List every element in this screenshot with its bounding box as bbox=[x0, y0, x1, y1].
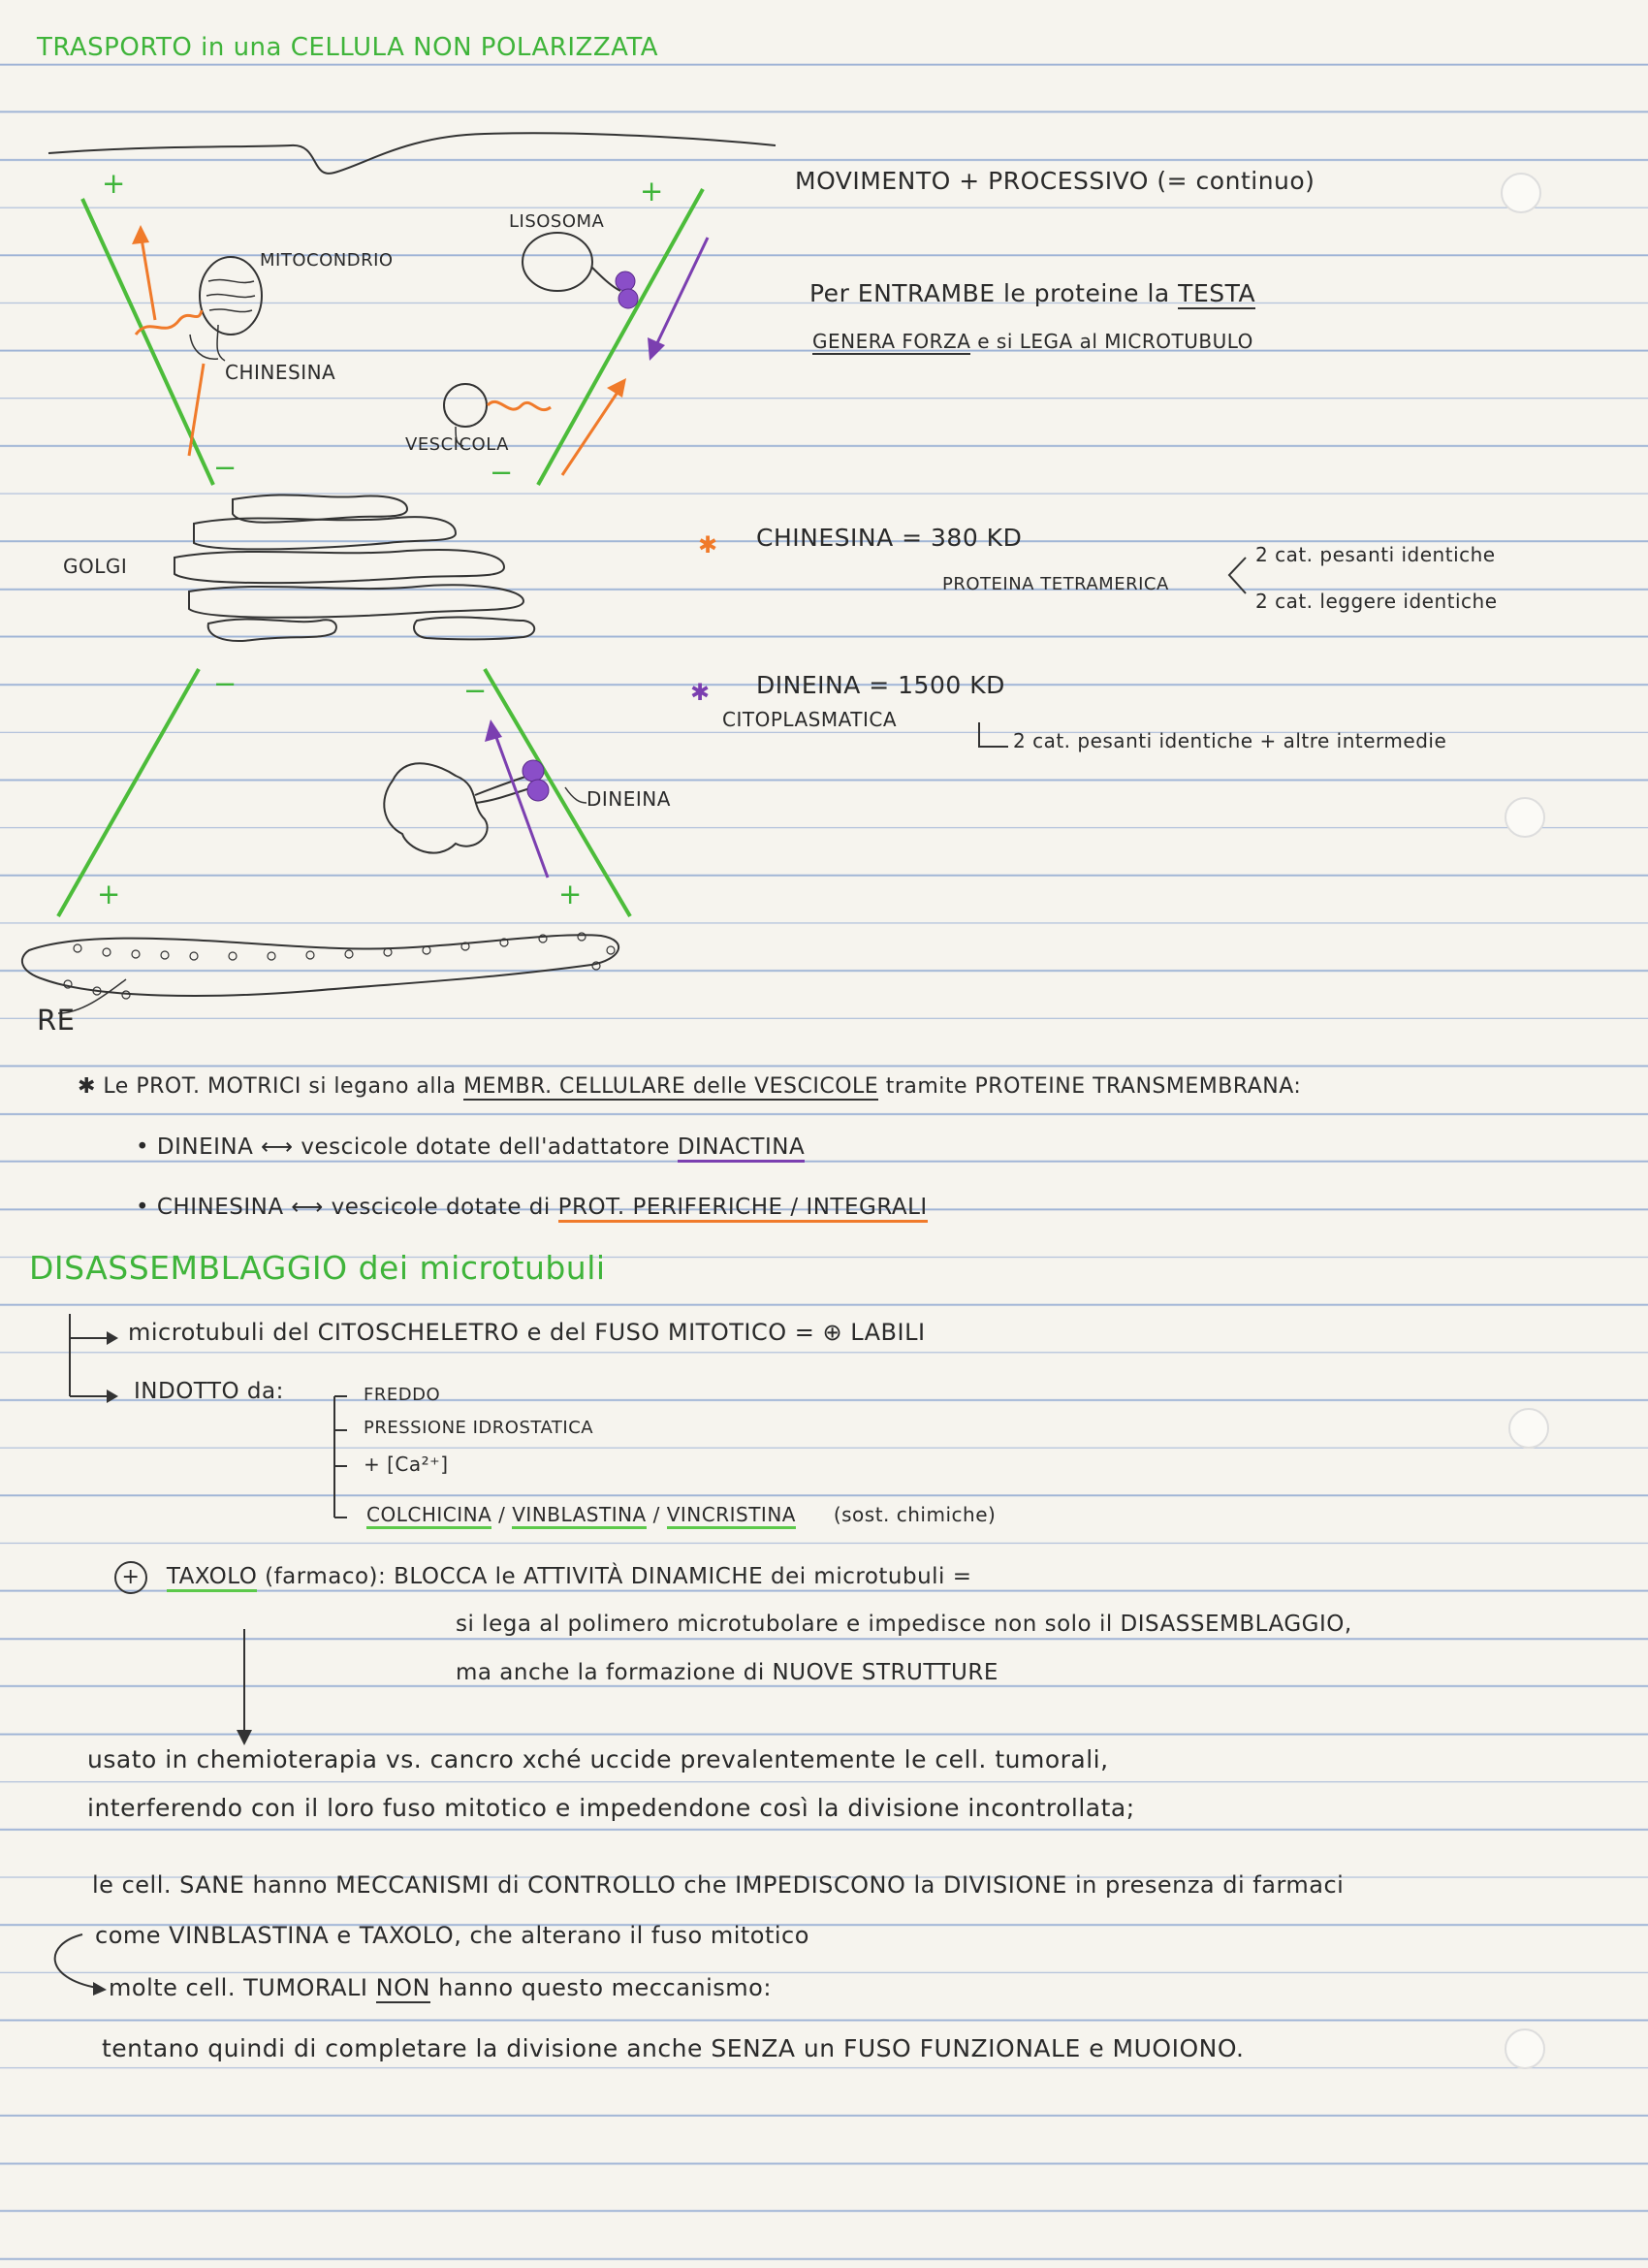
dynein-lower bbox=[475, 776, 533, 803]
chinesina-line-a: • CHINESINA ⟷ vescicole dotate di bbox=[136, 1195, 551, 1220]
lysosome-label: LISOSOMA bbox=[509, 211, 605, 232]
non-text: NON bbox=[375, 1974, 430, 2001]
plus-label: + bbox=[558, 878, 583, 910]
chemicals-line bbox=[366, 1503, 996, 1526]
plus-label: + bbox=[97, 878, 121, 910]
cause-item: + [Ca²⁺] bbox=[364, 1453, 449, 1476]
minus-label: − bbox=[213, 667, 238, 700]
tumor-text-a: molte cell. TUMORALI bbox=[109, 1974, 368, 2001]
entrambe-line-2 bbox=[812, 330, 1253, 353]
separator: / bbox=[652, 1503, 660, 1526]
chinesina-chain-2: 2 cat. leggere identiche bbox=[1255, 590, 1498, 613]
kinesin-label: CHINESINA bbox=[225, 361, 336, 384]
arrow-plus-end-right bbox=[562, 388, 620, 475]
plus-label: + bbox=[102, 167, 126, 200]
cargo-blob bbox=[384, 763, 487, 852]
plus-label: + bbox=[640, 175, 664, 208]
motor-chinesina bbox=[136, 1195, 928, 1220]
lysosome-shape bbox=[523, 233, 592, 291]
sane-line-1: le cell. SANE hanno MECCANISMI di CONTROLLO che IMPEDISCONO la DIVISIONE in presenza di farmaci bbox=[92, 1871, 1345, 1899]
taxolo-line bbox=[114, 1561, 972, 1594]
golgi-label: GOLGI bbox=[63, 555, 128, 578]
star-orange: ✱ bbox=[698, 531, 718, 559]
curved-arrow bbox=[55, 1934, 97, 1988]
mitochondrion-shape bbox=[200, 257, 262, 335]
brace-chinesina bbox=[1229, 558, 1246, 593]
page-title: TRASPORTO in una CELLULA NON POLARIZZATA bbox=[37, 33, 659, 62]
arrow-plus-end-left bbox=[141, 233, 155, 320]
plasma-membrane bbox=[48, 133, 776, 174]
chinesina-sub: PROTEINA TETRAMERICA bbox=[942, 574, 1169, 594]
tree-lines bbox=[70, 1314, 114, 1396]
dineina-sub: CITOPLASMATICA bbox=[722, 708, 898, 731]
causes-bracket bbox=[334, 1396, 347, 1517]
taxolo-desc: (farmaco): BLOCCA le ATTIVITÀ DINAMICHE dei microtubuli = bbox=[265, 1564, 972, 1589]
motor-text-c: tramite PROTEINE TRANSMEMBRANA: bbox=[885, 1074, 1302, 1099]
labili-line: microtubuli del CITOSCHELETRO e del FUSO MITOTICO = ⊕ LABILI bbox=[128, 1319, 926, 1346]
vesicle-shape bbox=[444, 384, 487, 427]
minus-label: − bbox=[213, 451, 238, 484]
plus-circle-icon: + bbox=[114, 1561, 147, 1594]
golgi-shape bbox=[174, 495, 534, 641]
star-purple: ✱ bbox=[690, 679, 711, 706]
testa-text: TESTA bbox=[1178, 279, 1256, 307]
motor-text-a: ✱ Le PROT. MOTRICI si legano alla bbox=[78, 1074, 457, 1099]
bracket-dineina bbox=[979, 722, 1008, 747]
lega-text: e si LEGA al MICROTUBULO bbox=[977, 330, 1253, 353]
minus-label: − bbox=[490, 456, 514, 489]
chem-note: (sost. chimiche) bbox=[833, 1503, 997, 1526]
dinactina-text: DINACTINA bbox=[678, 1134, 805, 1163]
genera-forza-text: GENERA FORZA bbox=[812, 330, 971, 353]
taxolo-line-3: ma anche la formazione di NUOVE STRUTTURE bbox=[456, 1660, 998, 1685]
minus-label: − bbox=[463, 674, 488, 707]
dynein-label: DINEINA bbox=[586, 787, 671, 811]
dineina-line-a: • DINEINA ⟷ vescicole dotate dell'adattatore bbox=[136, 1134, 670, 1160]
taxolo-text: TAXOLO bbox=[167, 1564, 257, 1592]
chinesina-chain-1: 2 cat. pesanti identiche bbox=[1255, 543, 1496, 566]
motor-dineina bbox=[136, 1134, 805, 1160]
motor-line bbox=[78, 1074, 1301, 1099]
chemo-line-2: interferendo con il loro fuso mitotico e impedendone così la divisione incontrollata; bbox=[87, 1794, 1135, 1822]
cause-item: PRESSIONE IDROSTATICA bbox=[364, 1418, 594, 1438]
prot-periferiche-text: PROT. PERIFERICHE / INTEGRALI bbox=[558, 1195, 928, 1223]
vinblastina-text: VINBLASTINA bbox=[512, 1503, 647, 1529]
separator: / bbox=[498, 1503, 506, 1526]
indotto-label: INDOTTO da: bbox=[134, 1379, 284, 1404]
taxolo-line-2: si lega al polimero microtubolare e impedisce non solo il DISASSEMBLAGGIO, bbox=[456, 1612, 1352, 1637]
vesicle-label: VESCICOLA bbox=[405, 434, 509, 455]
microtubule-lower-left bbox=[58, 669, 199, 916]
entrambe-text: Per ENTRAMBE le proteine la bbox=[809, 279, 1170, 307]
tumor-text-c: hanno questo meccanismo: bbox=[438, 1974, 772, 2001]
er-label: RE bbox=[37, 1004, 76, 1037]
dineina-chain: 2 cat. pesanti identiche + altre intermedie bbox=[1013, 729, 1447, 752]
disassembly-heading: DISASSEMBLAGGIO dei microtubuli bbox=[29, 1249, 606, 1287]
tumor-line bbox=[109, 1974, 772, 2001]
chinesina-title: CHINESINA = 380 KD bbox=[756, 524, 1023, 552]
movimento-text: MOVIMENTO + PROCESSIVO (= continuo) bbox=[795, 167, 1315, 195]
cause-item: FREDDO bbox=[364, 1385, 441, 1405]
arrow-minus-end-lower bbox=[494, 732, 548, 878]
final-line: tentano quindi di completare la divisione anche SENZA un FUSO FUNZIONALE e MUOIONO. bbox=[102, 2034, 1245, 2062]
sane-line-2: come VINBLASTINA e TAXOLO, che alterano il fuso mitotico bbox=[95, 1922, 809, 1949]
vincristina-text: VINCRISTINA bbox=[667, 1503, 796, 1529]
entrambe-line-1 bbox=[809, 279, 1255, 307]
er-shape bbox=[22, 935, 618, 996]
kinesin-vesicle bbox=[488, 401, 551, 409]
chemo-line-1: usato in chemioterapia vs. cancro xché uccide prevalentemente le cell. tumorali, bbox=[87, 1745, 1109, 1773]
motor-text-b: MEMBR. CELLULARE delle VESCICOLE bbox=[463, 1074, 879, 1099]
mitochondrion-label: MITOCONDRIO bbox=[260, 250, 394, 271]
colchicina-text: COLCHICINA bbox=[366, 1503, 491, 1529]
dineina-title: DINEINA = 1500 KD bbox=[756, 671, 1005, 699]
kinesin-left bbox=[136, 310, 202, 335]
arrow-minus-end-right bbox=[654, 238, 708, 349]
